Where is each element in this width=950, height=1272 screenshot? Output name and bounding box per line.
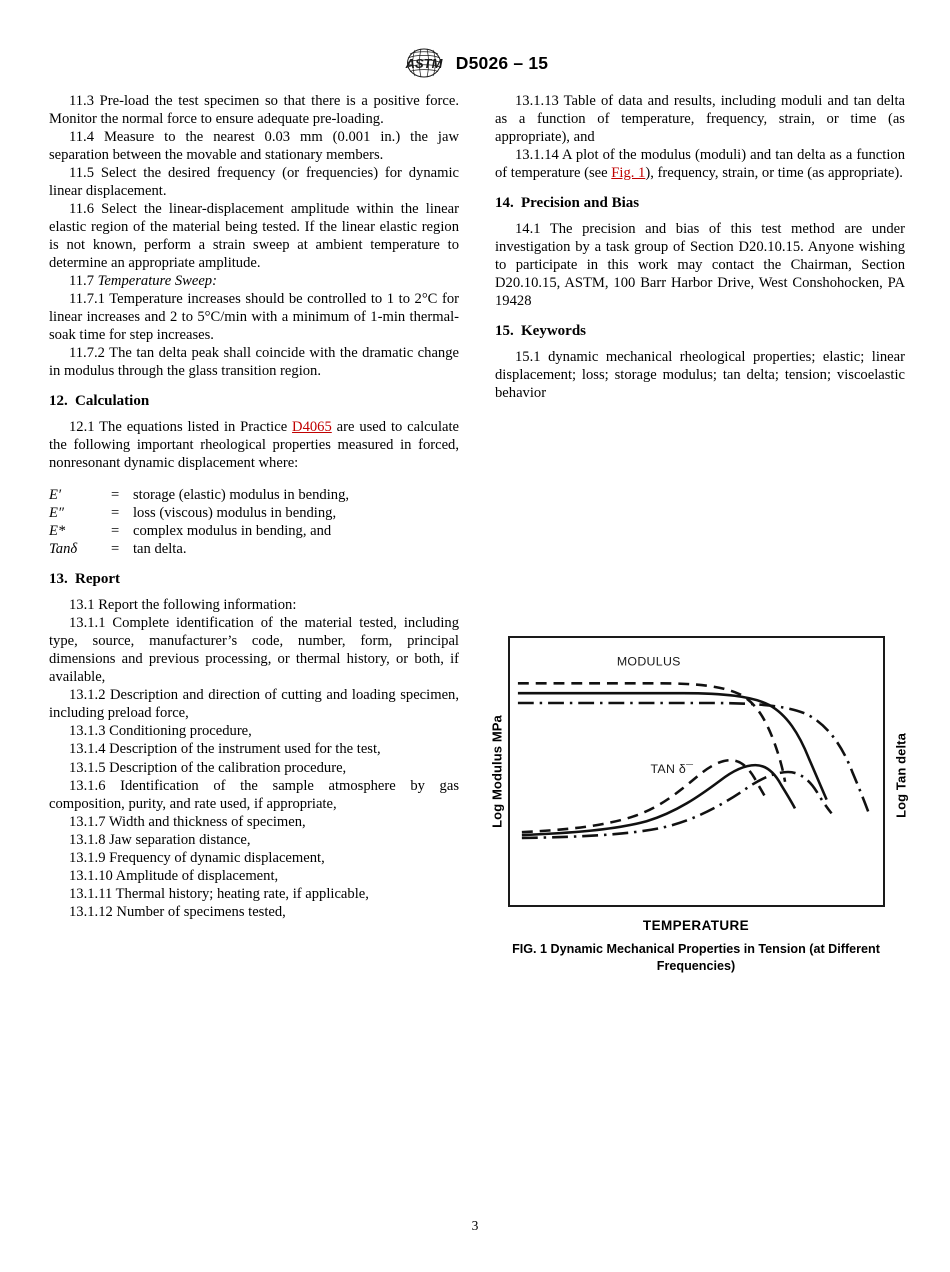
paragraph-11-5: 11.5 Select the desired frequency (or frequencies) for dynamic linear displacement. [49, 165, 459, 200]
symbol-definition-list [49, 486, 459, 558]
left-column [49, 92, 459, 921]
item-13-1-12: 13.1.12 Number of specimens tested, [69, 903, 286, 920]
section-13-number: 13. [49, 571, 68, 588]
item-13-1-13: 13.1.13 Table of data and results, including moduli and tan delta as a function of temperature, frequency, strain, or time (as appropriate), and [495, 93, 905, 146]
link-fig-1[interactable]: Fig. 1 [611, 165, 646, 182]
chart-plot-area [508, 636, 885, 907]
link-d4065[interactable]: D4065 [292, 419, 332, 436]
item-13-1-10: 13.1.10 Amplitude of displacement, [69, 867, 279, 884]
paragraph-12-1-text-after: are used to calculate the following important rheological properties measured in forced, nonresonant dynamic displacement where: [49, 419, 460, 472]
section-heading-12 [49, 393, 459, 410]
symbol-equals: = [111, 487, 120, 504]
section-14-title: Precision and Bias [521, 195, 640, 212]
paragraph-15-1: 15.1 dynamic mechanical rheological properties; elastic; linear displacement; loss; storage modulus; tan delta; tension; viscoelastic behavior [495, 349, 905, 402]
symbol-definition: tan delta. [133, 541, 187, 558]
symbol-definition: complex modulus in bending, and [133, 523, 332, 540]
paragraph-12-1-text-before: 12.1 The equations listed in Practice [69, 419, 293, 436]
item-13-1-8: 13.1.8 Jaw separation distance, [69, 831, 251, 848]
section-13-title: Report [75, 571, 120, 588]
section-15-number: 15. [495, 323, 514, 340]
section-14-number: 14. [495, 195, 514, 212]
chart-curves [510, 638, 883, 905]
section-12-number: 12. [49, 393, 68, 410]
item-13-1-14 [495, 146, 905, 182]
svg-text:ASTM: ASTM [405, 56, 443, 71]
item-13-1-14-text-before: 13.1.14 A plot of the modulus (moduli) and tan delta as a function of temperature (see [495, 147, 905, 182]
paragraph-11-7-title: Temperature Sweep: [97, 273, 217, 290]
symbol-name: E* [49, 523, 66, 540]
symbol-definition: storage (elastic) modulus in bending, [133, 487, 350, 504]
astm-logo-icon [402, 48, 446, 78]
figure-1 [486, 636, 909, 974]
symbol-name: E′ [49, 487, 62, 504]
item-13-1-2: 13.1.2 Description and direction of cutting and loading specimen, including preload force, [49, 687, 459, 722]
chart-wrapper [486, 636, 909, 912]
item-13-1-11: 13.1.11 Thermal history; heating rate, if applicable, [69, 885, 369, 902]
paragraph-11-7-2: 11.7.2 The tan delta peak shall coincide with the dramatic change in modulus through the glass transition region. [49, 345, 459, 380]
item-13-1-3: 13.1.3 Conditioning procedure, [69, 723, 252, 740]
symbol-row [49, 486, 459, 504]
paragraph-11-7-heading [49, 272, 459, 290]
symbol-definition: loss (viscous) modulus in bending, [133, 505, 337, 522]
paragraph-11-6: 11.6 Select the linear-displacement amplitude within the linear elastic region of the material being tested. If the linear elastic region is not known, perform a strain sweep at ambient temperature to determine an appropriate amplitude. [49, 201, 459, 272]
modulus-annotation-label: MODULUS [616, 654, 681, 669]
section-heading-13 [49, 571, 459, 588]
symbol-equals: = [111, 523, 120, 540]
symbol-row [49, 504, 459, 522]
section-heading-14 [495, 195, 905, 212]
curve-modulus-dashdot [518, 703, 868, 811]
symbol-equals: = [111, 541, 120, 558]
page-header [0, 48, 950, 78]
item-13-1-14-text-after: ), frequency, strain, or time (as appropriate). [645, 165, 903, 182]
y-axis-left-label: Log Modulus MPa [489, 715, 505, 828]
item-13-1-7: 13.1.7 Width and thickness of specimen, [69, 813, 306, 830]
y-axis-right-label: Log Tan delta [893, 733, 909, 818]
figure-caption: FIG. 1 Dynamic Mechanical Properties in Tension (at Different Frequencies) [512, 942, 880, 973]
paragraph-11-7-number: 11.7 [69, 273, 94, 290]
section-15-title: Keywords [521, 323, 586, 340]
section-12-title: Calculation [75, 393, 150, 410]
paragraph-14-1: 14.1 The precision and bias of this test method are under investigation by a task group of Section D20.10.15. Anyone wishing to participate in this work may contact the Chairman, Section D20.10.15, ASTM, 100 Barr Harbor Drive, West Conshohocken, PA 19428 [495, 221, 905, 310]
page-number: 3 [471, 1218, 479, 1233]
paragraph-11-4: 11.4 Measure to the nearest 0.03 mm (0.001 in.) the jaw separation between the movable and stationary members. [49, 129, 459, 164]
item-13-1: 13.1 Report the following information: [69, 597, 297, 614]
paragraph-12-1 [49, 418, 459, 472]
symbol-equals: = [111, 505, 120, 522]
paragraph-11-7-1: 11.7.1 Temperature increases should be controlled to 1 to 2°C for linear increases and 2 to 5°C/min with a minimum of 1-min thermal-soak time for step increases. [49, 291, 459, 344]
item-13-1-4: 13.1.4 Description of the instrument used for the test, [69, 741, 381, 758]
symbol-name: Tanδ [49, 541, 78, 558]
symbol-name: E″ [49, 505, 64, 522]
item-13-1-1: 13.1.1 Complete identification of the material tested, including type, source, manufacturer’s code, number, form, principal dimensions and previous processing, or thermal history, or both, if available, [49, 615, 459, 686]
symbol-row [49, 540, 459, 558]
symbol-row [49, 522, 459, 540]
x-axis-label: TEMPERATURE [642, 918, 750, 933]
section-heading-15 [495, 323, 905, 340]
paragraph-11-3: 11.3 Pre-load the test specimen so that there is a positive force. Monitor the normal force to ensure adequate pre-loading. [49, 93, 459, 128]
item-13-1-6: 13.1.6 Identification of the sample atmosphere by gas composition, purity, and rate used, if appropriate, [49, 777, 459, 812]
document-designation: D5026 – 15 [455, 52, 549, 73]
item-13-1-5: 13.1.5 Description of the calibration procedure, [69, 759, 347, 776]
item-13-1-9: 13.1.9 Frequency of dynamic displacement, [69, 849, 325, 866]
tan-delta-annotation-label: TAN δ¯ [650, 762, 694, 776]
